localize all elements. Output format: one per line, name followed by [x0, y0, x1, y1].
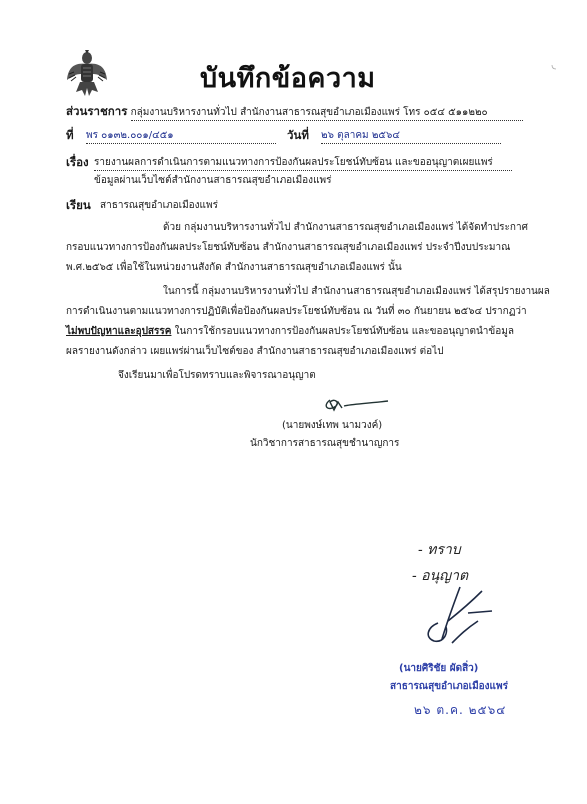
date-label: วันที่: [287, 128, 309, 142]
page-title: บันทึกข้อความ: [200, 63, 376, 94]
paragraph-1-line-1: ด้วย กลุ่มงานบริหารงานทั่วไป สำนักงานสาธารณสุขอำเภอเมืองแพร่ ได้จัดทำประกาศ: [163, 222, 528, 233]
paragraph-1-line-3: พ.ศ.๒๕๖๕ เพื่อใช้ในหน่วยงานสังกัด สำนักงานสาธารณสุขอำเภอเมืองแพร่ นั้น: [66, 262, 402, 273]
ref-value-wrap: [86, 129, 276, 144]
approval-note-2: - อนุญาต: [412, 568, 469, 584]
agency-value: กลุ่มงานบริหารงานทั่วไป สำนักงานสาธารณสุขอำเภอเมืองแพร่ โทร ๐๕๔ ๕๑๑๒๒๐: [131, 106, 523, 121]
paragraph-2-line-4: ผลรายงานดังกล่าว เผยแพร่ผ่านเว็บไซต์ของ สำนักงานสาธารณสุขอำเภอเมืองแพร่ ต่อไป: [66, 346, 444, 357]
paragraph-2-line-1: ในการนี้ กลุ่มงานบริหารงานทั่วไป สำนักงานสาธารณสุขอำเภอเมืองแพร่ ได้สรุปรายงานผล: [163, 286, 550, 297]
agency-label: ส่วนราชการ: [66, 104, 128, 118]
paragraph-2-line-3: [66, 322, 514, 342]
ref-value: พร ๐๑๓๒.๐๐๑/๔๕๑: [86, 129, 276, 144]
signer-position: นักวิชาการสาธารณสุขชำนาญการ: [250, 438, 400, 449]
ref-row: [66, 129, 74, 143]
date-value: ๒๖ ตุลาคม ๒๕๖๔: [321, 129, 501, 144]
subject-line-1-wrap: [94, 156, 512, 171]
to-label: เรียน: [66, 198, 91, 212]
approver-position: สาธารณสุขอำเภอเมืองแพร่: [390, 681, 508, 692]
approval-note-1: - ทราบ: [418, 542, 461, 558]
garuda-emblem-icon: [66, 50, 108, 96]
no-issues-highlight: ไม่พบปัญหาและอุปสรรค: [66, 326, 172, 337]
paragraph-1-line-2: กรอบแนวทางการป้องกันผลประโยชน์ทับซ้อน สำนักงานสาธารณสุขอำเภอเมืองแพร่ ประจำปีงบประมาณ: [66, 242, 511, 253]
paragraph-2-line-2: การดำเนินงานตามแนวทางการปฏิบัติเพื่อป้องกันผลประโยชน์ทับซ้อน ณ วันที่ ๓๐ กันยายน ๒๕๖๔ ปรากฏว่า: [66, 306, 527, 317]
to-row: [66, 199, 91, 213]
ref-label: ที่: [66, 128, 74, 142]
approver-name: (นายศิริชัย ผัดสิ่ว): [399, 663, 479, 674]
subject-label: เรื่อง: [66, 155, 89, 169]
date-row: [287, 129, 309, 143]
corner-mark: [551, 64, 557, 70]
signer-name: (นายพงษ์เทพ นามวงค์): [282, 420, 383, 431]
subject-line-2: ข้อมูลผ่านเว็บไซต์สำนักงานสาธารณสุขอำเภอเมืองแพร่: [94, 175, 332, 186]
paragraph-2-line-3-rest: ในการใช้กรอบแนวทางการป้องกันผลประโยชน์ทับซ้อน และขออนุญาตนำข้อมูล: [171, 326, 514, 337]
approval-signature-mark: [408, 583, 498, 653]
subject-line-1: รายงานผลการดำเนินการตามแนวทางการป้องกันผลประโยชน์ทับซ้อน และขออนุญาตเผยแพร่: [94, 156, 512, 171]
agency-row: [66, 105, 523, 121]
approval-date: ๒๖ ต.ค. ๒๕๖๔: [414, 703, 507, 717]
subject-label-wrap: [66, 156, 89, 170]
date-value-wrap: [321, 129, 501, 144]
to-value: สาธารณสุขอำเภอเมืองแพร่: [100, 200, 218, 211]
signature-mark: [322, 392, 392, 414]
closing-line: จึงเรียนมาเพื่อโปรดทราบและพิจารณาอนุญาต: [118, 370, 316, 381]
